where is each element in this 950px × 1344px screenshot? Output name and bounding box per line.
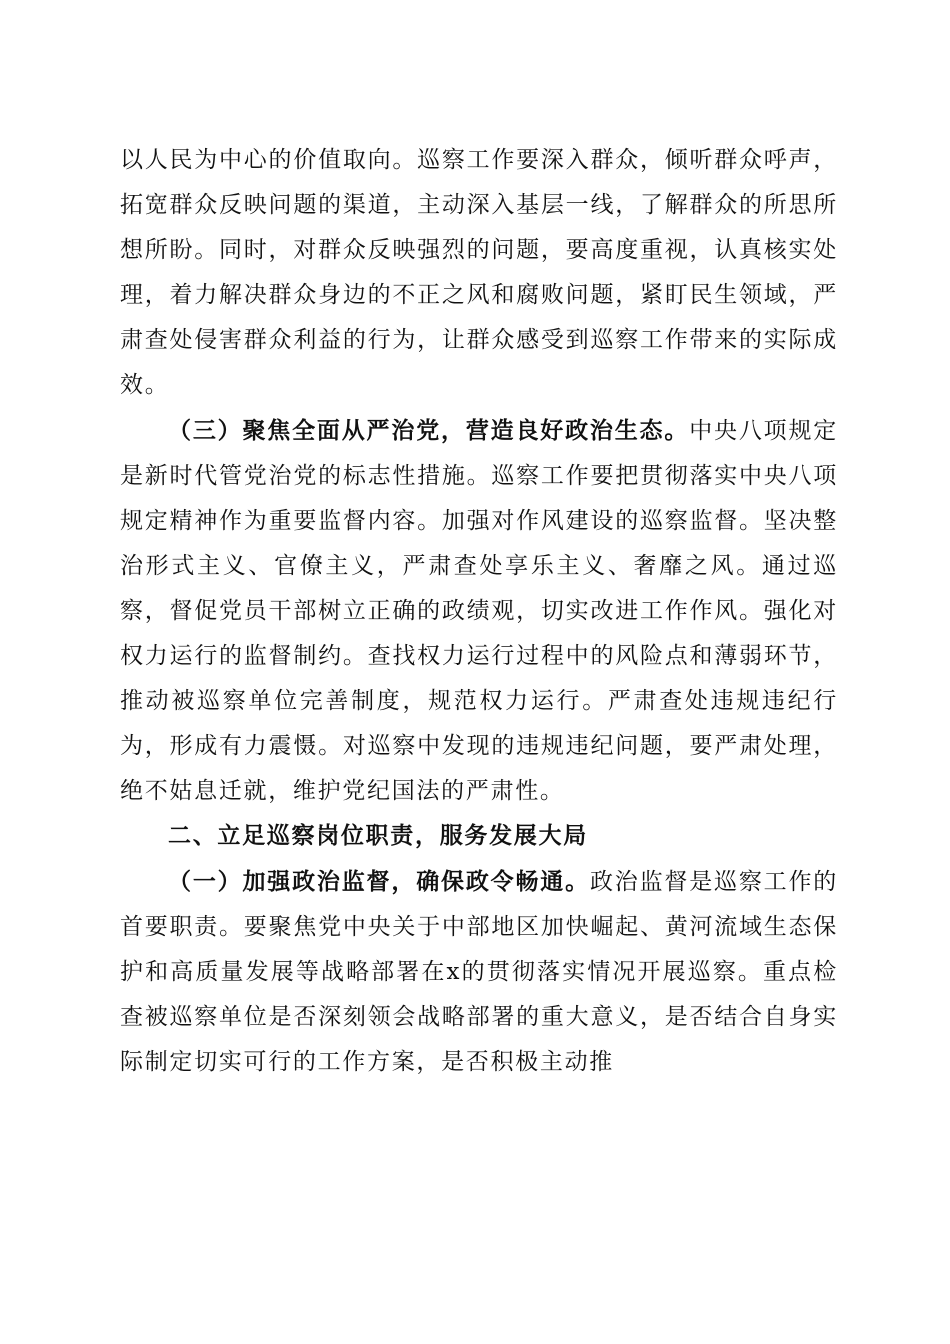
paragraph-lead-heading: （一）加强政治监督，确保政令畅通。 [168,868,590,895]
paragraph-continuation [120,138,838,409]
section-heading: 二、立足巡察岗位职责，服务发展大局 [168,823,588,850]
paragraph-section-three [120,409,838,815]
document-body [120,138,838,1085]
paragraph-section-one [120,860,838,1085]
paragraph-lead-heading: （三）聚焦全面从严治党，营造良好政治生态。 [168,417,690,444]
paragraph-text: 以人民为中心的价值取向。巡察工作要深入群众，倾听群众呼声，拓宽群众反映问题的渠道，主动深入基层一线，了解群众的所思所想所盼。同时，对群众反映强烈的问题，要高度重视，认真核实处理，着力解决群众身边的不正之风和腐败问题，紧盯民生领域，严肃查处侵害群众利益的行为，让群众感受到巡察工作带来的实际成效。 [120,147,838,399]
paragraph-text: 政治监督是巡察工作的首要职责。要聚焦党中央关于中部地区加快崛起、黄河流域生态保护和高质量发展等战略部署在x的贯彻落实情况开展巡察。重点检查被巡察单位是否深刻领会战略部署的重大意义，是否结合自身实际制定切实可行的工作方案，是否积极主动推 [120,868,839,1075]
paragraph-text: 中央八项规定是新时代管党治党的标志性措施。巡察工作要把贯彻落实中央八项规定精神作为重要监督内容。加强对作风建设的巡察监督。坚决整治形式主义、官僚主义，严肃查处享乐主义、奢靡之风。通过巡察，督促党员干部树立正确的政绩观，切实改进工作作风。强化对权力运行的监督制约。查找权力运行过程中的风险点和薄弱环节，推动被巡察单位完善制度，规范权力运行。严肃查处违规违纪行为，形成有力震慑。对巡察中发现的违规违纪问题，要严肃处理，绝不姑息迁就，维护党纪国法的严肃性。 [120,417,838,805]
